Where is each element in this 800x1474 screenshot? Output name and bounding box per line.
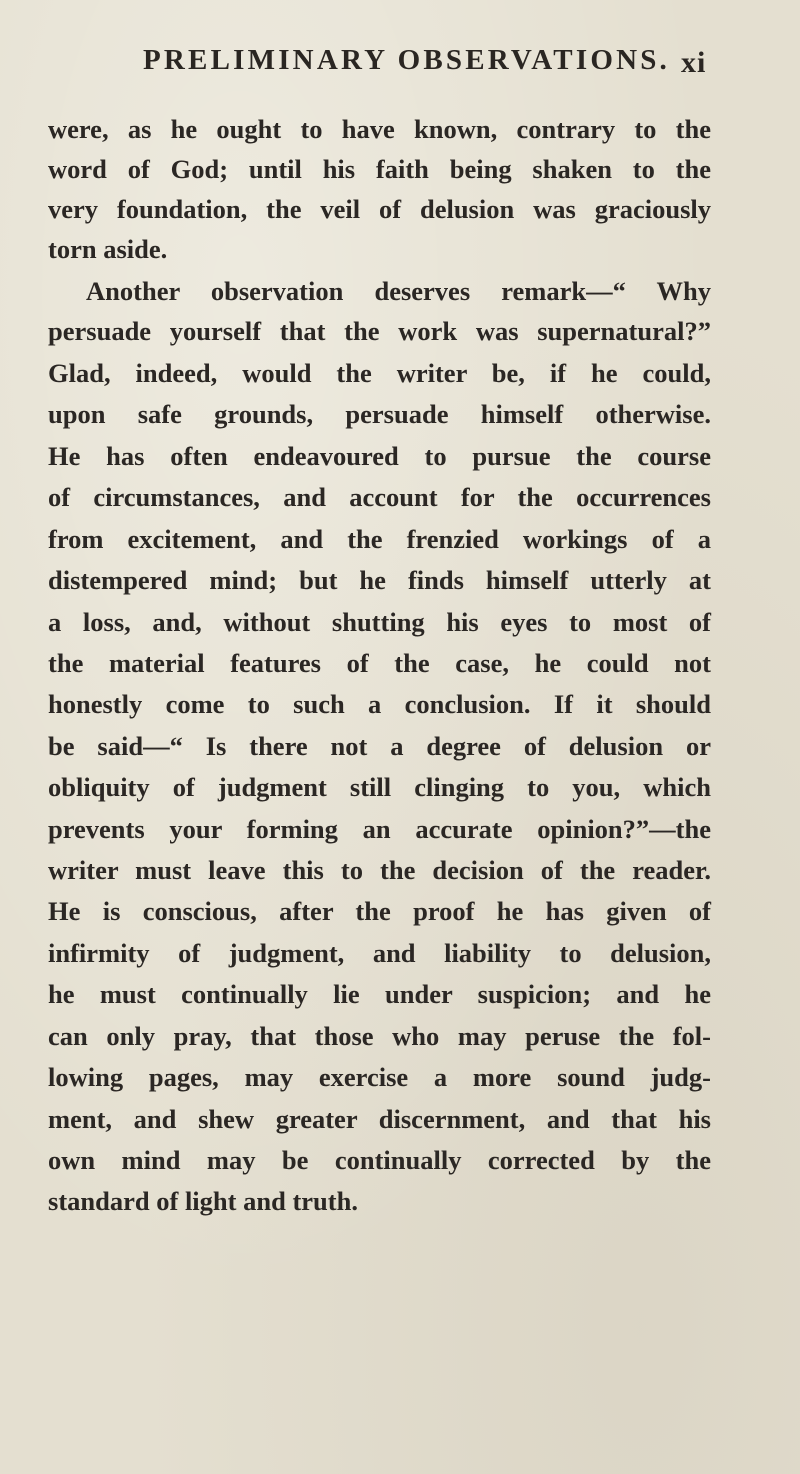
text-line-23: can only pray, that those who may peruse the fol-: [48, 1021, 711, 1051]
text-line-15: honestly come to such a conclusion. If it should: [48, 689, 711, 719]
text-line-26: own mind may be continually corrected by the: [48, 1145, 711, 1175]
text-line-21: infirmity of judgment, and liability to delusion,: [48, 938, 711, 968]
text-line-1: were, as he ought to have known, contrary to the: [48, 114, 711, 144]
text-line-11: from excitement, and the frenzied workings of a: [48, 524, 711, 554]
text-line-3: very foundation, the veil of delusion was graciously: [48, 194, 711, 224]
text-line-27: standard of light and truth.: [48, 1186, 358, 1216]
text-line-7: Glad, indeed, would the writer be, if he could,: [48, 358, 711, 388]
text-line-4: torn aside.: [48, 234, 168, 264]
text-line-9: He has often endeavoured to pursue the course: [48, 441, 711, 471]
text-line-2: word of God; until his faith being shaken to the: [48, 154, 711, 184]
text-line-6: persuade yourself that the work was supernatural?”: [48, 316, 711, 346]
text-line-10: of circumstances, and account for the occurrences: [48, 482, 711, 512]
text-line-14: the material features of the case, he could not: [48, 648, 711, 678]
text-line-18: prevents your forming an accurate opinion?”—the: [48, 814, 711, 844]
text-line-17: obliquity of judgment still clinging to you, which: [48, 772, 711, 802]
running-head: [0, 44, 800, 88]
text-line-25: ment, and shew greater discernment, and that his: [48, 1104, 711, 1134]
text-line-13: a loss, and, without shutting his eyes to most of: [48, 607, 711, 637]
text-line-8: upon safe grounds, persuade himself otherwise.: [48, 399, 711, 429]
text-line-5: Another observation deserves remark—“ Why: [86, 276, 711, 306]
text-line-19: writer must leave this to the decision of the reader.: [48, 855, 711, 885]
text-line-12: distempered mind; but he finds himself utterly at: [48, 565, 711, 595]
text-line-20: He is conscious, after the proof he has given of: [48, 896, 711, 926]
text-line-22: he must continually lie under suspicion; and he: [48, 979, 711, 1009]
running-title: PRELIMINARY OBSERVATIONS.: [143, 44, 671, 76]
page-number: xi: [681, 46, 707, 79]
text-line-16: be said—“ Is there not a degree of delusion or: [48, 731, 711, 761]
text-line-24: lowing pages, may exercise a more sound judg-: [48, 1062, 711, 1092]
